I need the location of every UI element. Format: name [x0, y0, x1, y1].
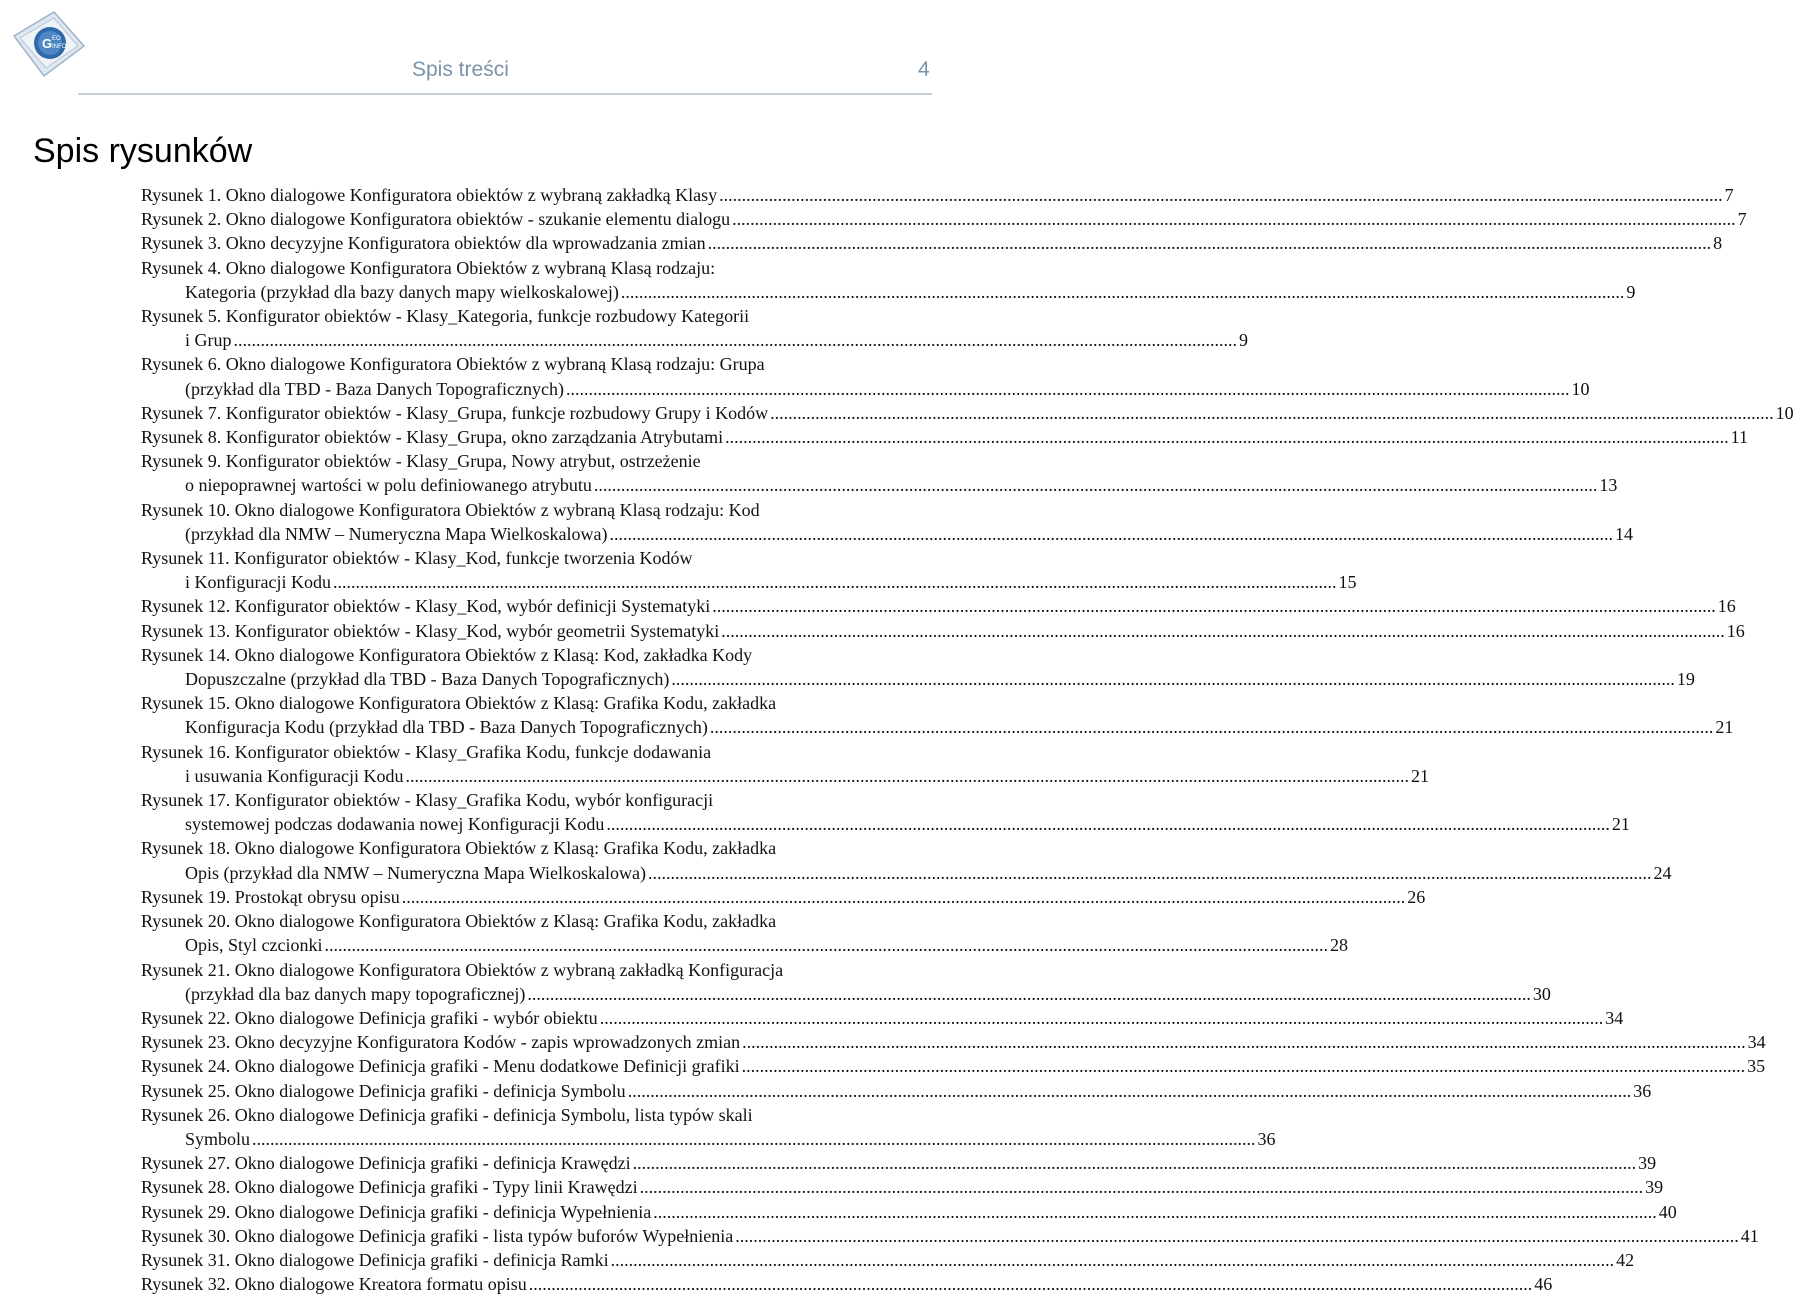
toc-entry-text: systemowej podczas dodawania nowej Konfiguracji Kodu	[185, 814, 605, 835]
toc-entry-continuation	[141, 377, 1590, 401]
toc-entry-page-number: 16	[1726, 620, 1745, 641]
toc-dot-leader	[721, 619, 1725, 643]
toc-dot-leader	[333, 570, 1337, 594]
toc-entry[interactable]	[141, 1054, 1766, 1078]
toc-dot-leader	[594, 473, 1598, 497]
toc-entry-line	[141, 183, 1734, 207]
toc-entry[interactable]	[141, 401, 1794, 425]
toc-entry-text: Rysunek 16. Konfigurator obiektów - Klasy_Grafika Kodu, funkcje dodawania	[141, 741, 712, 762]
toc-entry-page-number: 30	[1532, 983, 1551, 1004]
toc-entry-text: Rysunek 5. Konfigurator obiektów - Klasy_Kategoria, funkcje rozbudowy Kategorii	[141, 306, 750, 327]
toc-dot-leader	[710, 715, 1714, 739]
svg-text:EO: EO	[52, 36, 61, 42]
toc-entry-continuation	[141, 570, 1357, 594]
toc-dot-leader	[529, 1272, 1533, 1296]
toc-entry-continuation	[141, 982, 1551, 1006]
toc-entry[interactable]	[141, 207, 1747, 231]
toc-entry-line	[141, 231, 1723, 255]
toc-entry-continuation	[141, 764, 1429, 788]
toc-entry-line	[141, 619, 1745, 643]
toc-entry-page-number: 15	[1338, 572, 1357, 593]
toc-entry-text: i Konfiguracji Kodu	[185, 572, 331, 593]
toc-dot-leader	[234, 328, 1238, 352]
toc-entry-page-number: 8	[1713, 233, 1723, 254]
toc-entry-text: (przykład dla NMW – Numeryczna Mapa Wielkoskalowa)	[185, 523, 608, 544]
toc-entry[interactable]	[141, 1006, 1624, 1030]
toc-entry-line	[141, 1224, 1759, 1248]
toc-entry-line	[141, 885, 1426, 909]
toc-entry-page-number: 21	[1611, 814, 1630, 835]
toc-dot-leader	[742, 1054, 1746, 1078]
toc-entry-text: Rysunek 6. Okno dialogowe Konfiguratora Obiektów z wybraną Klasą rodzaju: Grupa	[141, 354, 765, 375]
toc-entry-page-number: 13	[1599, 475, 1618, 496]
toc-entry-continuation	[141, 473, 1618, 497]
toc-entry-text: Rysunek 2. Okno dialogowe Konfiguratora obiektów - szukanie elementu dialogu	[141, 209, 731, 230]
toc-entry[interactable]	[141, 498, 1633, 546]
toc-dot-leader	[648, 861, 1652, 885]
geo-info-logo-icon	[8, 6, 104, 90]
toc-dot-leader	[732, 207, 1736, 231]
toc-entry-text: Rysunek 32. Okno dialogowe Kreatora formatu opisu	[141, 1274, 527, 1295]
toc-entry-line	[141, 401, 1794, 425]
svg-text:INFO: INFO	[52, 44, 67, 50]
toc-entry-page-number: 35	[1747, 1056, 1766, 1077]
toc-entry-continuation	[141, 667, 1695, 691]
toc-entry-text: o niepoprawnej wartości w polu definiowanego atrybutu	[185, 475, 592, 496]
toc-entry-text: i usuwania Konfiguracji Kodu	[185, 765, 404, 786]
toc-dot-leader	[671, 667, 1675, 691]
toc-dot-leader	[402, 885, 1406, 909]
toc-entry-text: Symbolu	[185, 1128, 251, 1149]
toc-entry-text: i Grup	[185, 330, 232, 351]
toc-entry-text: (przykład dla baz danych mapy topograficznej)	[185, 983, 526, 1004]
toc-dot-leader	[628, 1079, 1632, 1103]
toc-dot-leader	[600, 1006, 1604, 1030]
toc-entry-line	[141, 836, 961, 860]
toc-entry-line	[141, 909, 961, 933]
toc-entry-page-number: 10	[1775, 402, 1794, 423]
toc-entry[interactable]	[141, 546, 1357, 594]
toc-entry-text: Rysunek 8. Konfigurator obiektów - Klasy_Grupa, okno zarządzania Atrybutami	[141, 427, 724, 448]
toc-entry-text: Rysunek 22. Okno dialogowe Definicja grafiki - wybór obiektu	[141, 1007, 598, 1028]
toc-entry-text: Opis (przykład dla NMW – Numeryczna Mapa Wielkoskalowa)	[185, 862, 646, 883]
toc-entry-continuation	[141, 812, 1630, 836]
toc-entry-text: Rysunek 29. Okno dialogowe Definicja grafiki - definicja Wypełnienia	[141, 1201, 652, 1222]
toc-dot-leader	[527, 982, 1531, 1006]
toc-entry-text: Rysunek 7. Konfigurator obiektów - Klasy_Grupa, funkcje rozbudowy Grupy i Kodów	[141, 402, 769, 423]
toc-entry-line	[141, 1054, 1766, 1078]
toc-entry-page-number: 11	[1730, 427, 1748, 448]
toc-entry-text: Konfiguracja Kodu (przykład dla TBD - Baza Danych Topograficznych)	[185, 717, 708, 738]
toc-dot-leader	[633, 1151, 1637, 1175]
toc-dot-leader	[719, 183, 1723, 207]
svg-text:G: G	[42, 36, 53, 51]
page-header-title: Spis treści	[412, 58, 509, 81]
toc-dot-leader	[611, 1248, 1615, 1272]
toc-entry-page-number: 26	[1407, 886, 1426, 907]
toc-entry-line	[141, 1030, 1766, 1054]
toc-dot-leader	[252, 1127, 1256, 1151]
toc-entry[interactable]	[141, 256, 1636, 304]
toc-entry-page-number: 39	[1645, 1177, 1664, 1198]
toc-dot-leader	[640, 1175, 1644, 1199]
toc-entry-page-number: 16	[1717, 596, 1736, 617]
toc-entry-text: Dopuszczalne (przykład dla TBD - Baza Danych Topograficznych)	[185, 669, 670, 690]
toc-entry-line	[141, 256, 961, 280]
toc-dot-leader	[566, 377, 1570, 401]
toc-entry-text: Kategoria (przykład dla bazy danych mapy wielkoskalowej)	[185, 281, 619, 302]
toc-entry-line	[141, 1079, 1652, 1103]
toc-entry[interactable]	[141, 449, 1618, 497]
toc-entry-page-number: 39	[1638, 1153, 1657, 1174]
toc-entry-page-number: 7	[1724, 185, 1734, 205]
toc-dot-leader	[621, 280, 1625, 304]
toc-dot-leader	[609, 522, 1613, 546]
toc-entry[interactable]	[141, 1030, 1766, 1054]
toc-entry-line	[141, 352, 961, 376]
toc-entry-page-number: 24	[1653, 862, 1672, 883]
header-divider	[78, 93, 932, 95]
toc-entry-text: Rysunek 28. Okno dialogowe Definicja grafiki - Typy linii Krawędzi	[141, 1177, 638, 1198]
toc-entry-line	[141, 1175, 1664, 1199]
toc-entry-continuation	[141, 328, 1248, 352]
toc-entry-line	[141, 958, 961, 982]
toc-dot-leader	[725, 425, 1729, 449]
section-title: Spis rysunków	[33, 132, 253, 170]
toc-entry-line	[141, 594, 1736, 618]
toc-entry-page-number: 46	[1534, 1274, 1553, 1295]
toc-entry-continuation	[141, 861, 1672, 885]
toc-entry-line	[141, 449, 961, 473]
toc-entry-text: (przykład dla TBD - Baza Danych Topograficznych)	[185, 378, 564, 399]
toc-entry[interactable]	[141, 183, 1734, 207]
toc-entry-text: Rysunek 21. Okno dialogowe Konfiguratora Obiektów z wybraną zakładką Konfiguracja	[141, 959, 784, 980]
toc-entry-text: Rysunek 15. Okno dialogowe Konfiguratora Obiektów z Klasą: Grafika Kodu, zakładka	[141, 693, 777, 714]
toc-dot-leader	[405, 764, 1409, 788]
toc-entry-line	[141, 425, 1748, 449]
toc-entry[interactable]	[141, 425, 1748, 449]
toc-entry-text: Rysunek 26. Okno dialogowe Definicja grafiki - definicja Symbolu, lista typów skali	[141, 1104, 753, 1125]
toc-entry-text: Rysunek 20. Okno dialogowe Konfiguratora Obiektów z Klasą: Grafika Kodu, zakładka	[141, 911, 777, 932]
toc-entry-text: Rysunek 4. Okno dialogowe Konfiguratora Obiektów z wybraną Klasą rodzaju:	[141, 257, 716, 278]
toc-entry-line	[141, 304, 961, 328]
toc-entry-line	[141, 1006, 1624, 1030]
toc-dot-leader	[735, 1224, 1739, 1248]
toc-entry-page-number: 7	[1737, 209, 1747, 230]
toc-entry-line	[141, 1151, 1657, 1175]
toc-entry[interactable]	[141, 619, 1745, 643]
toc-entry-page-number: 36	[1257, 1128, 1276, 1149]
toc-entry[interactable]	[141, 1272, 1553, 1296]
toc-entry-page-number: 36	[1633, 1080, 1652, 1101]
toc-entry-text: Rysunek 9. Konfigurator obiektów - Klasy_Grupa, Nowy atrybut, ostrzeżenie	[141, 451, 701, 472]
toc-entry-page-number: 10	[1571, 378, 1590, 399]
toc-entry-line	[141, 1248, 1635, 1272]
toc-entry-text: Rysunek 17. Konfigurator obiektów - Klasy_Grafika Kodu, wybór konfiguracji	[141, 790, 714, 811]
toc-entry-text: Rysunek 19. Prostokąt obrysu opisu	[141, 886, 400, 907]
toc-entry-continuation	[141, 1127, 1276, 1151]
toc-entry-page-number: 34	[1747, 1032, 1766, 1053]
toc-entry-line	[141, 546, 961, 570]
page-number: 4	[918, 58, 930, 81]
toc-entry-line	[141, 691, 961, 715]
toc-entry-page-number: 34	[1605, 1007, 1624, 1028]
toc-entry[interactable]	[141, 1079, 1652, 1103]
toc-entry[interactable]	[141, 958, 1551, 1006]
list-of-figures	[141, 183, 1794, 1296]
toc-entry-page-number: 41	[1740, 1225, 1759, 1246]
toc-entry-page-number: 21	[1410, 765, 1429, 786]
toc-entry-text: Rysunek 13. Konfigurator obiektów - Klasy_Kod, wybór geometrii Systematyki	[141, 620, 720, 641]
toc-entry-text: Rysunek 10. Okno dialogowe Konfiguratora Obiektów z wybraną Klasą rodzaju: Kod	[141, 499, 760, 520]
toc-entry[interactable]	[141, 691, 1734, 739]
toc-entry[interactable]	[141, 594, 1736, 618]
toc-dot-leader	[606, 812, 1610, 836]
toc-entry[interactable]	[141, 231, 1723, 255]
toc-entry-page-number: 21	[1715, 717, 1734, 738]
toc-entry-line	[141, 740, 961, 764]
toc-entry[interactable]	[141, 352, 1590, 400]
toc-entry-page-number: 9	[1626, 281, 1636, 302]
toc-entry-text: Rysunek 12. Konfigurator obiektów - Klasy_Kod, wybór definicji Systematyki	[141, 596, 711, 617]
toc-entry-text: Rysunek 24. Okno dialogowe Definicja grafiki - Menu dodatkowe Definicji grafiki	[141, 1056, 740, 1077]
toc-entry-text: Rysunek 27. Okno dialogowe Definicja grafiki - definicja Krawędzi	[141, 1153, 631, 1174]
toc-entry-line	[141, 1200, 1677, 1224]
toc-entry-line	[141, 207, 1747, 231]
toc-entry-text: Rysunek 18. Okno dialogowe Konfiguratora Obiektów z Klasą: Grafika Kodu, zakładka	[141, 838, 777, 859]
toc-entry-continuation	[141, 522, 1633, 546]
toc-entry-page-number: 14	[1614, 523, 1633, 544]
toc-entry-text: Rysunek 3. Okno decyzyjne Konfiguratora obiektów dla wprowadzania zmian	[141, 233, 706, 254]
toc-entry-text: Rysunek 25. Okno dialogowe Definicja grafiki - definicja Symbolu	[141, 1080, 626, 1101]
toc-entry-text: Rysunek 30. Okno dialogowe Definicja grafiki - lista typów buforów Wypełnienia	[141, 1225, 734, 1246]
toc-entry-text: Rysunek 14. Okno dialogowe Konfiguratora Obiektów z Klasą: Kod, zakładka Kody	[141, 644, 753, 665]
toc-entry-page-number: 40	[1658, 1201, 1677, 1222]
toc-entry-continuation	[141, 715, 1734, 739]
toc-entry-line	[141, 788, 961, 812]
toc-entry-continuation	[141, 280, 1636, 304]
toc-entry[interactable]	[141, 885, 1426, 909]
toc-entry[interactable]	[141, 740, 1429, 788]
toc-dot-leader	[325, 933, 1329, 957]
toc-entry[interactable]	[141, 1151, 1657, 1175]
toc-entry-line	[141, 643, 961, 667]
toc-entry[interactable]	[141, 909, 1348, 957]
toc-dot-leader	[708, 231, 1712, 255]
toc-dot-leader	[770, 401, 1774, 425]
toc-entry-line	[141, 1103, 961, 1127]
toc-entry[interactable]	[141, 836, 1672, 884]
toc-entry-page-number: 42	[1616, 1249, 1635, 1270]
toc-dot-leader	[712, 594, 1716, 618]
toc-entry-text: Opis, Styl czcionki	[185, 935, 323, 956]
toc-entry[interactable]	[141, 788, 1630, 836]
toc-entry-text: Rysunek 11. Konfigurator obiektów - Klasy_Kod, funkcje tworzenia Kodów	[141, 548, 693, 569]
toc-entry-page-number: 19	[1676, 669, 1695, 690]
toc-entry-text: Rysunek 1. Okno dialogowe Konfiguratora obiektów z wybraną zakładką Klasy	[141, 185, 718, 205]
toc-dot-leader	[653, 1200, 1657, 1224]
toc-entry-page-number: 9	[1239, 330, 1248, 351]
toc-entry-line	[141, 498, 961, 522]
toc-entry[interactable]	[141, 1200, 1677, 1224]
toc-entry-text: Rysunek 23. Okno decyzyjne Konfiguratora Kodów - zapis wprowadzonych zmian	[141, 1032, 741, 1053]
toc-entry-page-number: 28	[1330, 935, 1348, 956]
toc-entry[interactable]	[141, 1248, 1635, 1272]
toc-entry-continuation	[141, 933, 1348, 957]
toc-entry[interactable]	[141, 1224, 1759, 1248]
toc-entry[interactable]	[141, 643, 1695, 691]
toc-entry-text: Rysunek 31. Okno dialogowe Definicja grafiki - definicja Ramki	[141, 1249, 609, 1270]
toc-entry[interactable]	[141, 304, 1248, 352]
toc-dot-leader	[742, 1030, 1746, 1054]
toc-entry[interactable]	[141, 1103, 1276, 1151]
toc-entry-line	[141, 1272, 1553, 1296]
toc-entry[interactable]	[141, 1175, 1664, 1199]
